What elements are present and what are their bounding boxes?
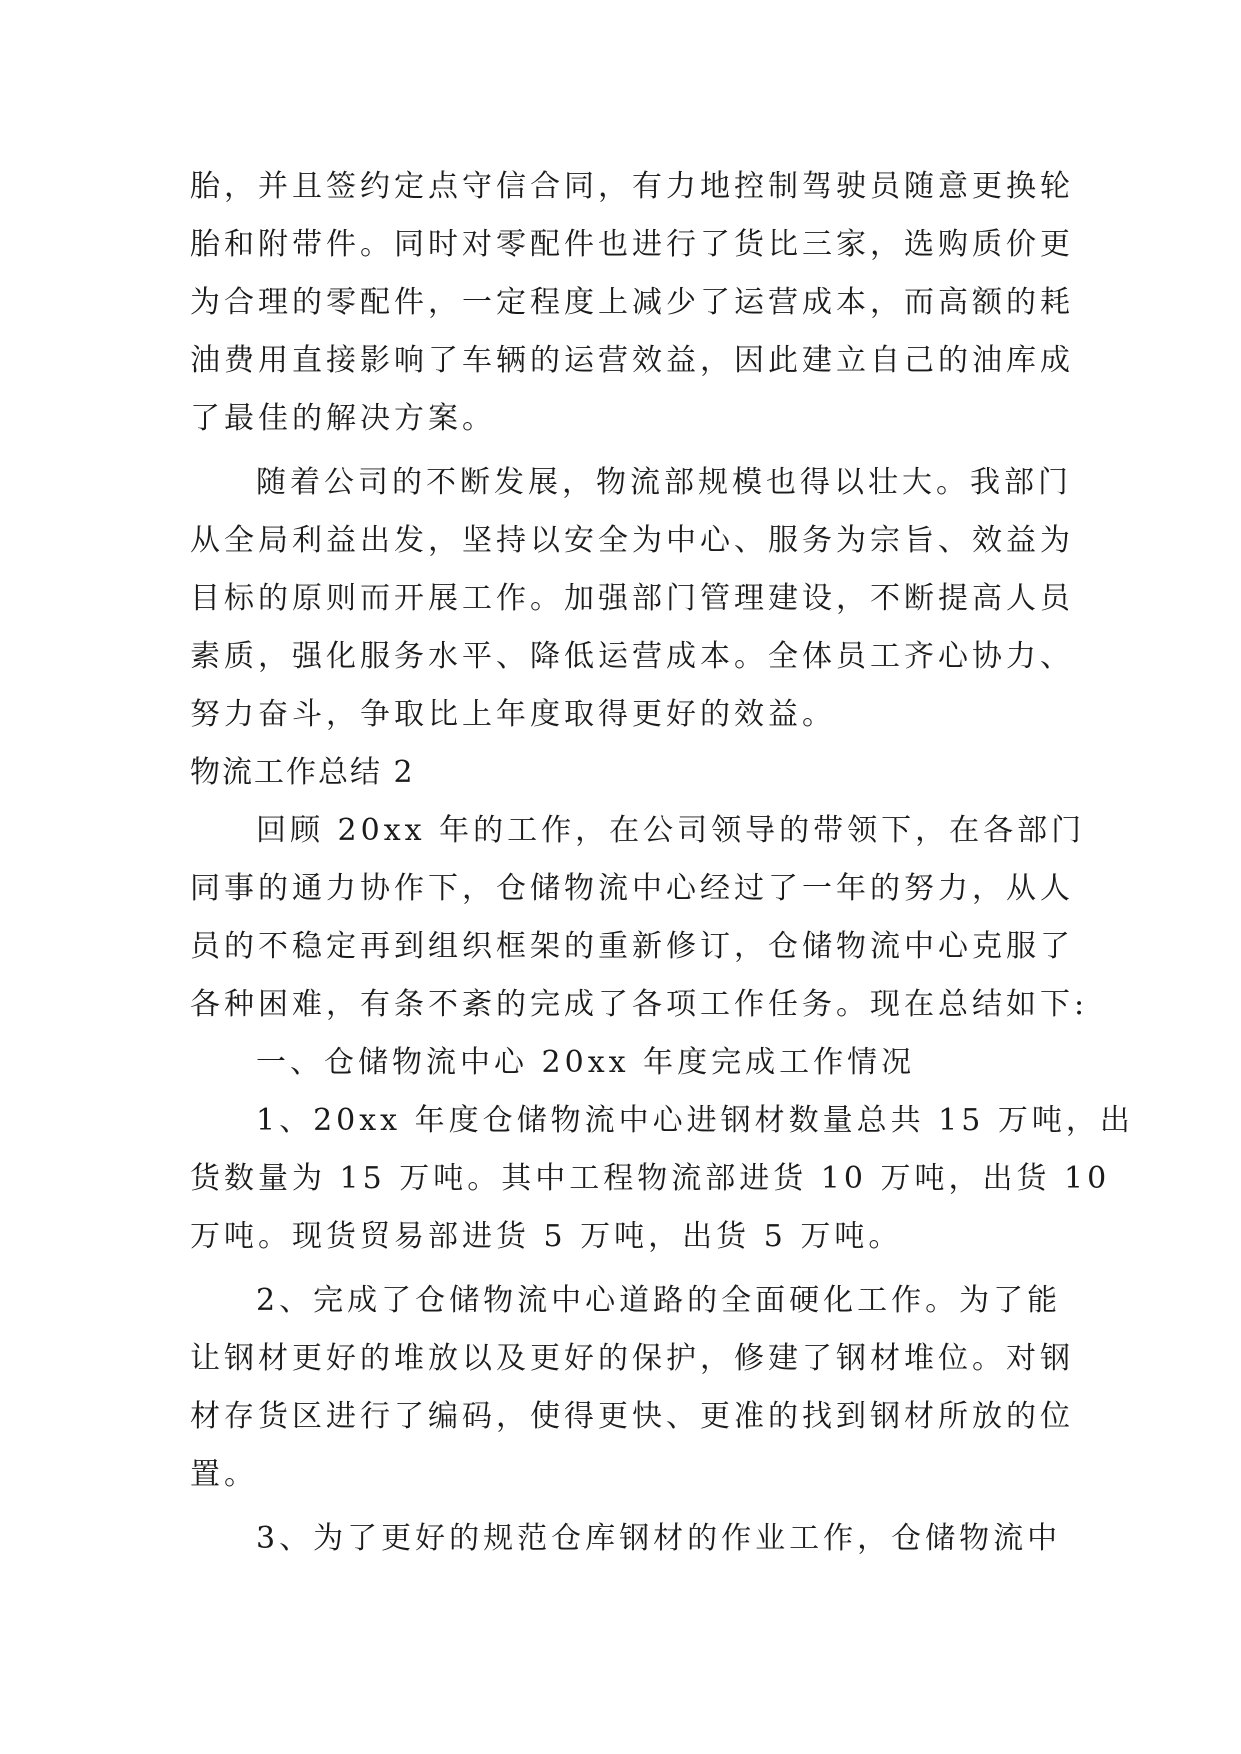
paragraph-start-line: 回顾 20xx 年的工作，在公司领导的带领下，在各部门 bbox=[256, 813, 1086, 848]
text-line: 让钢材更好的堆放以及更好的保护，修建了钢材堆位。对钢 bbox=[190, 1341, 1074, 1376]
text-line: 素质，强化服务水平、降低运营成本。全体员工齐心协力、 bbox=[190, 639, 1074, 674]
paragraph-start-line: 2、完成了仓储物流中心道路的全面硬化工作。为了能 bbox=[256, 1283, 1062, 1318]
text-line: 目标的原则而开展工作。加强部门管理建设，不断提高人员 bbox=[190, 581, 1074, 616]
text-line: 为合理的零配件，一定程度上减少了运营成本，而高额的耗 bbox=[190, 285, 1074, 320]
document-page bbox=[190, 158, 1134, 1568]
text-line: 材存货区进行了编码，使得更快、更准的找到钢材所放的位 bbox=[190, 1399, 1074, 1434]
text-line: 了最佳的解决方案。 bbox=[190, 401, 496, 436]
paragraph-start-line: 随着公司的不断发展，物流部规模也得以壮大。我部门 bbox=[256, 465, 1072, 500]
text-line: 努力奋斗，争取比上年度取得更好的效益。 bbox=[190, 697, 836, 732]
paragraph-start-line: 1、20xx 年度仓储物流中心进钢材数量总共 15 万吨，出 bbox=[256, 1103, 1134, 1138]
text-line: 员的不稳定再到组织框架的重新修订，仓储物流中心克服了 bbox=[190, 929, 1074, 964]
text-line: 万吨。现货贸易部进货 5 万吨，出货 5 万吨。 bbox=[190, 1219, 903, 1254]
section-heading: 物流工作总结 2 bbox=[190, 755, 415, 790]
text-line: 从全局利益出发，坚持以安全为中心、服务为宗旨、效益为 bbox=[190, 523, 1074, 558]
paragraph-start-line: 3、为了更好的规范仓库钢材的作业工作，仓储物流中 bbox=[256, 1521, 1062, 1556]
text-line: 油费用直接影响了车辆的运营效益，因此建立自己的油库成 bbox=[190, 343, 1074, 378]
text-line: 各种困难，有条不紊的完成了各项工作任务。现在总结如下: bbox=[190, 987, 1089, 1022]
subsection-heading: 一、仓储物流中心 20xx 年度完成工作情况 bbox=[256, 1045, 916, 1080]
text-line: 同事的通力协作下，仓储物流中心经过了一年的努力，从人 bbox=[190, 871, 1074, 906]
text-line: 置。 bbox=[190, 1457, 258, 1492]
text-line: 货数量为 15 万吨。其中工程物流部进货 10 万吨，出货 10 bbox=[190, 1161, 1111, 1196]
text-line: 胎和附带件。同时对零配件也进行了货比三家，选购质价更 bbox=[190, 227, 1074, 262]
text-line: 胎，并且签约定点守信合同，有力地控制驾驶员随意更换轮 bbox=[190, 169, 1074, 204]
